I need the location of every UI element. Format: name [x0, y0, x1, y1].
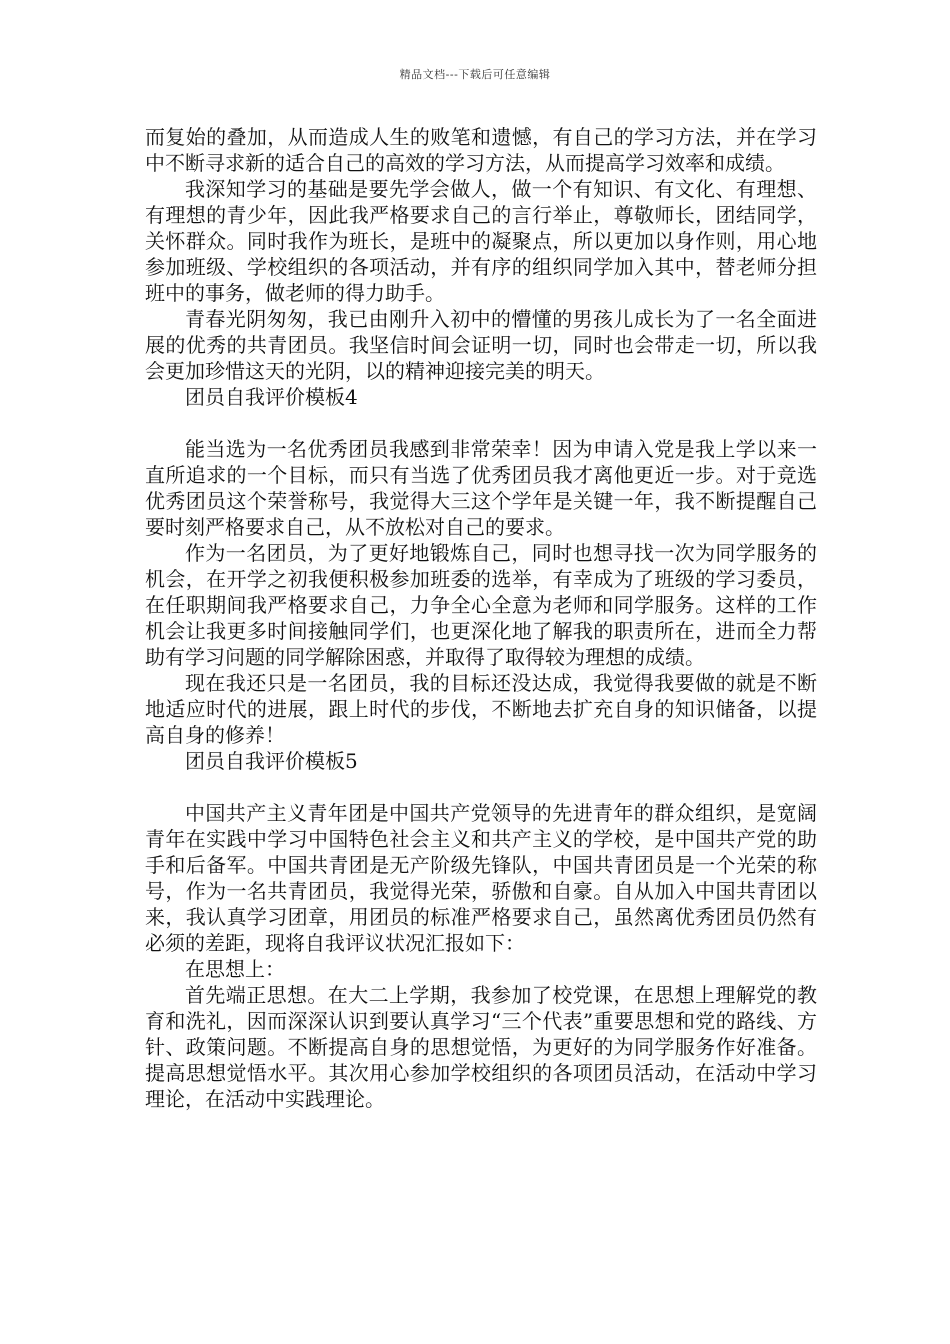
paragraph: 我深知学习的基础是要先学会做人，做一个有知识、有文化、有理想、有理想的青少年，因此我严格要求自己的言行举止，尊敬师长，团结同学，关怀群众。同时我作为班长，是班中的凝聚点，所以更加以身作则，用心地参加班级、学校组织的各项活动，并有序的组织同学加入其中，替老师分担班中的事务，做老师的得力助手。: [145, 177, 817, 305]
paragraph: 现在我还只是一名团员，我的目标还没达成，我觉得我要做的就是不断地适应时代的进展，跟上时代的步伐，不断地去扩充自身的知识储备，以提高自身的修养！: [145, 671, 817, 747]
section-title: 团员自我评价模板4: [185, 385, 358, 409]
paragraph: 青春光阴匆匆，我已由刚升入初中的懵懂的男孩儿成长为了一名全面进展的优秀的共青团员。我坚信时间会证明一切，同时也会带走一切，所以我会更加珍惜这天的光阴，以的精神迎接完美的明天。: [145, 307, 817, 383]
section-label: 在思想上：: [185, 957, 285, 981]
paragraph: 中国共产主义青年团是中国共产党领导的先进青年的群众组织，是宽阔青年在实践中学习中国特色社会主义和共产主义的学校，是中国共产党的助手和后备军。中国共青团是无产阶级先锋队，中国共青团员是一个光荣的称号，作为一名共青团员，我觉得光荣，骄傲和自豪。自从加入中国共青团以来，我认真学习团章，用团员的标准严格要求自己，虽然离优秀团员仍然有必须的差距，现将自我评议状况汇报如下：: [145, 801, 817, 955]
paragraph: 作为一名团员，为了更好地锻炼自己，同时也想寻找一次为同学服务的机会，在开学之初我便积极参加班委的选举，有幸成为了班级的学习委员，在任职期间我严格要求自己，力争全心全意为老师和同学服务。这样的工作机会让我更多时间接触同学们，也更深化地了解我的职责所在，进而全力帮助有学习问题的同学解除困惑，并取得了取得较为理想的成绩。: [145, 541, 817, 669]
document-body: [145, 124, 817, 1112]
paragraph: 首先端正思想。在大二上学期，我参加了校党课，在思想上理解党的教育和洗礼，因而深深认识到要认真学习“三个代表”重要思想和党的路线、方针、政策问题。不断提高自身的思想觉悟，为更好的为同学服务作好准备。提高思想觉悟水平。其次用心参加学校组织的各项团员活动，在活动中学习理论，在活动中实践理论。: [145, 983, 817, 1111]
paragraph: 能当选为一名优秀团员我感到非常荣幸！因为申请入党是我上学以来一直所追求的一个目标，而只有当选了优秀团员我才离他更近一步。对于竞选优秀团员这个荣誉称号，我觉得大三这个学年是关键一年，我不断提醒自己要时刻严格要求自己，从不放松对自己的要求。: [145, 437, 817, 539]
paragraph: 而复始的叠加，从而造成人生的败笔和遗憾，有自己的学习方法，并在学习中不断寻求新的适合自己的高效的学习方法，从而提高学习效率和成绩。: [145, 125, 817, 175]
section-title: 团员自我评价模板5: [185, 749, 358, 773]
page-header: 精品文档---下载后可任意编辑: [399, 68, 551, 81]
